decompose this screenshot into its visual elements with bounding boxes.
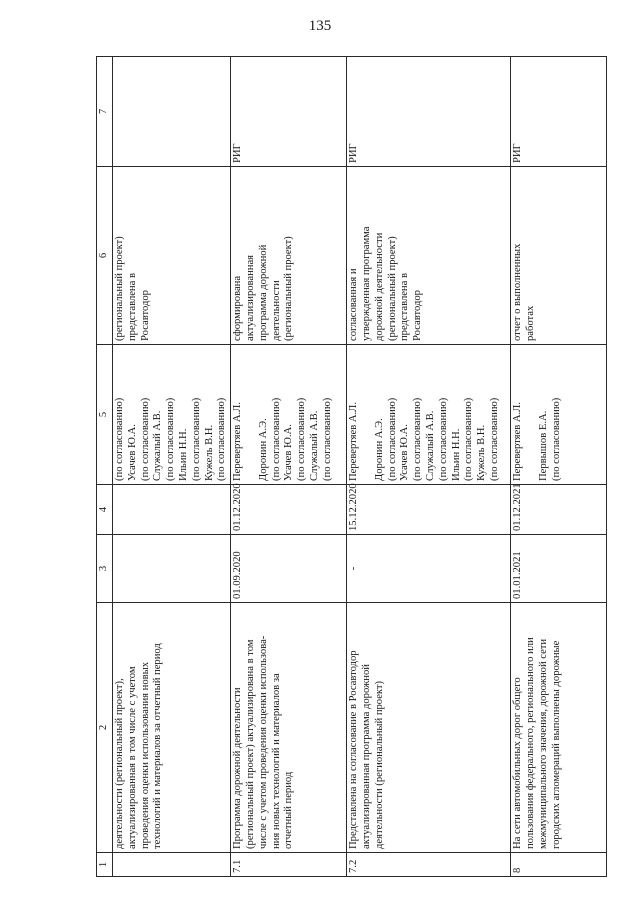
responsible-line: Служалый А.В. [152, 410, 164, 481]
result-line: (региональный проект) [114, 236, 125, 341]
responsible-line: (по согласованию) [139, 397, 151, 481]
end-date: 01.12.2020 [231, 485, 347, 535]
responsible-line: (по согласованию) [550, 397, 562, 481]
control-cell [113, 57, 231, 167]
responsible-list [113, 345, 231, 485]
responsible-line: (по согласованию) [216, 397, 228, 481]
start-date: 01.09.2020 [231, 535, 347, 603]
responsible-line [245, 348, 258, 481]
description-line: межмуниципального значения, дорожной сети [537, 638, 549, 849]
result-line: актуализированная [244, 254, 256, 341]
responsible-line: (по согласованию) [296, 397, 308, 481]
column-header-6: 6 [97, 167, 113, 345]
responsible-line [525, 348, 538, 481]
responsible-line: Кужель В.Н. [203, 424, 215, 481]
description-line: На сети автомобильных дорог общего [512, 677, 524, 849]
responsible-line: (по согласованию) [270, 397, 282, 481]
responsible-line: Доронин А.Э. [373, 418, 385, 481]
responsible-list [231, 345, 347, 485]
description-line: (региональный проект) актуализирована в том [244, 639, 256, 849]
responsible-list [347, 345, 511, 485]
responsible-line [361, 348, 374, 481]
column-header-1: 1 [97, 853, 113, 877]
control-cell: РИГ [347, 57, 511, 167]
responsible-line: Ильин Н.Н. [177, 428, 189, 481]
result-line: представлена в [399, 273, 411, 341]
responsible-line: Служалый А.В. [424, 410, 436, 481]
description-line: Представлена на согласование в Росавтодор [348, 650, 360, 849]
end-date: 15.12.2020 [347, 485, 511, 535]
row-number: 7.1 [231, 853, 347, 877]
header-row [97, 57, 113, 877]
column-header-5: 5 [97, 345, 113, 485]
responsible-line: Первышов Е.А. [537, 410, 549, 481]
responsible-line: Перевертяев А.Л. [232, 402, 244, 481]
description-line: городских агломераций выполнены дорожные [550, 640, 562, 849]
responsible-line: (по согласованию) [190, 397, 202, 481]
description-line: числе с учетом проведения оценки использова- [257, 635, 269, 849]
responsible-line: Служалый А.В. [308, 410, 320, 481]
responsible-line: Доронин А.Э. [257, 418, 269, 481]
end-date: 01.12.2021 [511, 485, 607, 535]
responsible-line: Кужель В.Н. [476, 424, 488, 481]
responsible-line: Усачев Ю.А. [283, 424, 295, 481]
result-line: программа дорожной [257, 244, 269, 341]
result-line: (региональный проект) [283, 236, 295, 341]
row-description [113, 603, 231, 853]
row-description [231, 603, 347, 853]
description-line: ния новых технологий и материалов за [270, 673, 282, 849]
responsible-line: Ильин Н.Н. [450, 428, 462, 481]
start-date [113, 535, 231, 603]
description-line: Программа дорожной деятельности [232, 687, 244, 849]
responsible-line: Перевертяев А.Л. [512, 402, 524, 481]
responsible-list [511, 345, 607, 485]
responsible-line: (по согласованию) [386, 397, 398, 481]
description-line: деятельности (региональный проект) [373, 680, 385, 849]
result-cell [113, 167, 231, 345]
description-line: проведения оценки использования новых [139, 661, 151, 849]
start-date: - [347, 535, 511, 603]
description-line: актуализированная программа дорожной [360, 664, 372, 849]
control-cell: РИГ [511, 57, 607, 167]
responsible-line: (по согласованию) [114, 397, 125, 481]
result-line: дорожной деятельности [373, 232, 385, 341]
responsible-line: (по согласованию) [437, 397, 449, 481]
result-cell [231, 167, 347, 345]
column-header-2: 2 [97, 603, 113, 853]
responsible-line: Усачев Ю.А. [126, 424, 138, 481]
row-number [113, 853, 231, 877]
rotated-table-container [96, 57, 604, 877]
start-date: 01.01.2021 [511, 535, 607, 603]
description-line: отчетный период [283, 771, 295, 849]
responsible-line: (по согласованию) [165, 397, 177, 481]
responsible-line: (по согласованию) [463, 397, 475, 481]
plan-table [96, 56, 607, 877]
responsible-line: Перевертяев А.Л. [348, 402, 360, 481]
control-cell: РИГ [231, 57, 347, 167]
row-number: 7.2 [347, 853, 511, 877]
row-description [511, 603, 607, 853]
column-header-7: 7 [97, 57, 113, 167]
responsible-line: (по согласованию) [321, 397, 333, 481]
result-line: работах [524, 305, 536, 341]
table-row [113, 57, 231, 877]
result-line: сформирована [232, 275, 244, 341]
page-number: 135 [308, 18, 332, 34]
result-line: (региональный проект) [386, 236, 398, 341]
responsible-line: Усачев Ю.А. [399, 424, 411, 481]
responsible-line: (по согласованию) [488, 397, 500, 481]
description-line: технологий и материалов за отчетный период [152, 643, 164, 849]
description-line: деятельности (региональный проект), [114, 678, 125, 849]
result-line: отчет о выполненных [512, 243, 524, 341]
result-line: утвержденная программа [360, 226, 372, 341]
description-line: пользования федерального, регионального или [524, 637, 536, 849]
description-line: актуализированная в том числе с учетом [126, 666, 138, 849]
row-description [347, 603, 511, 853]
result-line: представлена в [126, 273, 138, 341]
result-cell [347, 167, 511, 345]
result-line: Росавтодор [139, 290, 151, 341]
result-line: согласованная и [348, 268, 360, 341]
table-row [231, 57, 347, 877]
responsible-line: (по согласованию) [412, 397, 424, 481]
result-line: деятельности [270, 280, 282, 341]
column-header-4: 4 [97, 485, 113, 535]
result-line: Росавтодор [412, 290, 424, 341]
end-date [113, 485, 231, 535]
column-header-3: 3 [97, 535, 113, 603]
table-row [347, 57, 511, 877]
result-cell [511, 167, 607, 345]
table-row [511, 57, 607, 877]
row-number: 8 [511, 853, 607, 877]
